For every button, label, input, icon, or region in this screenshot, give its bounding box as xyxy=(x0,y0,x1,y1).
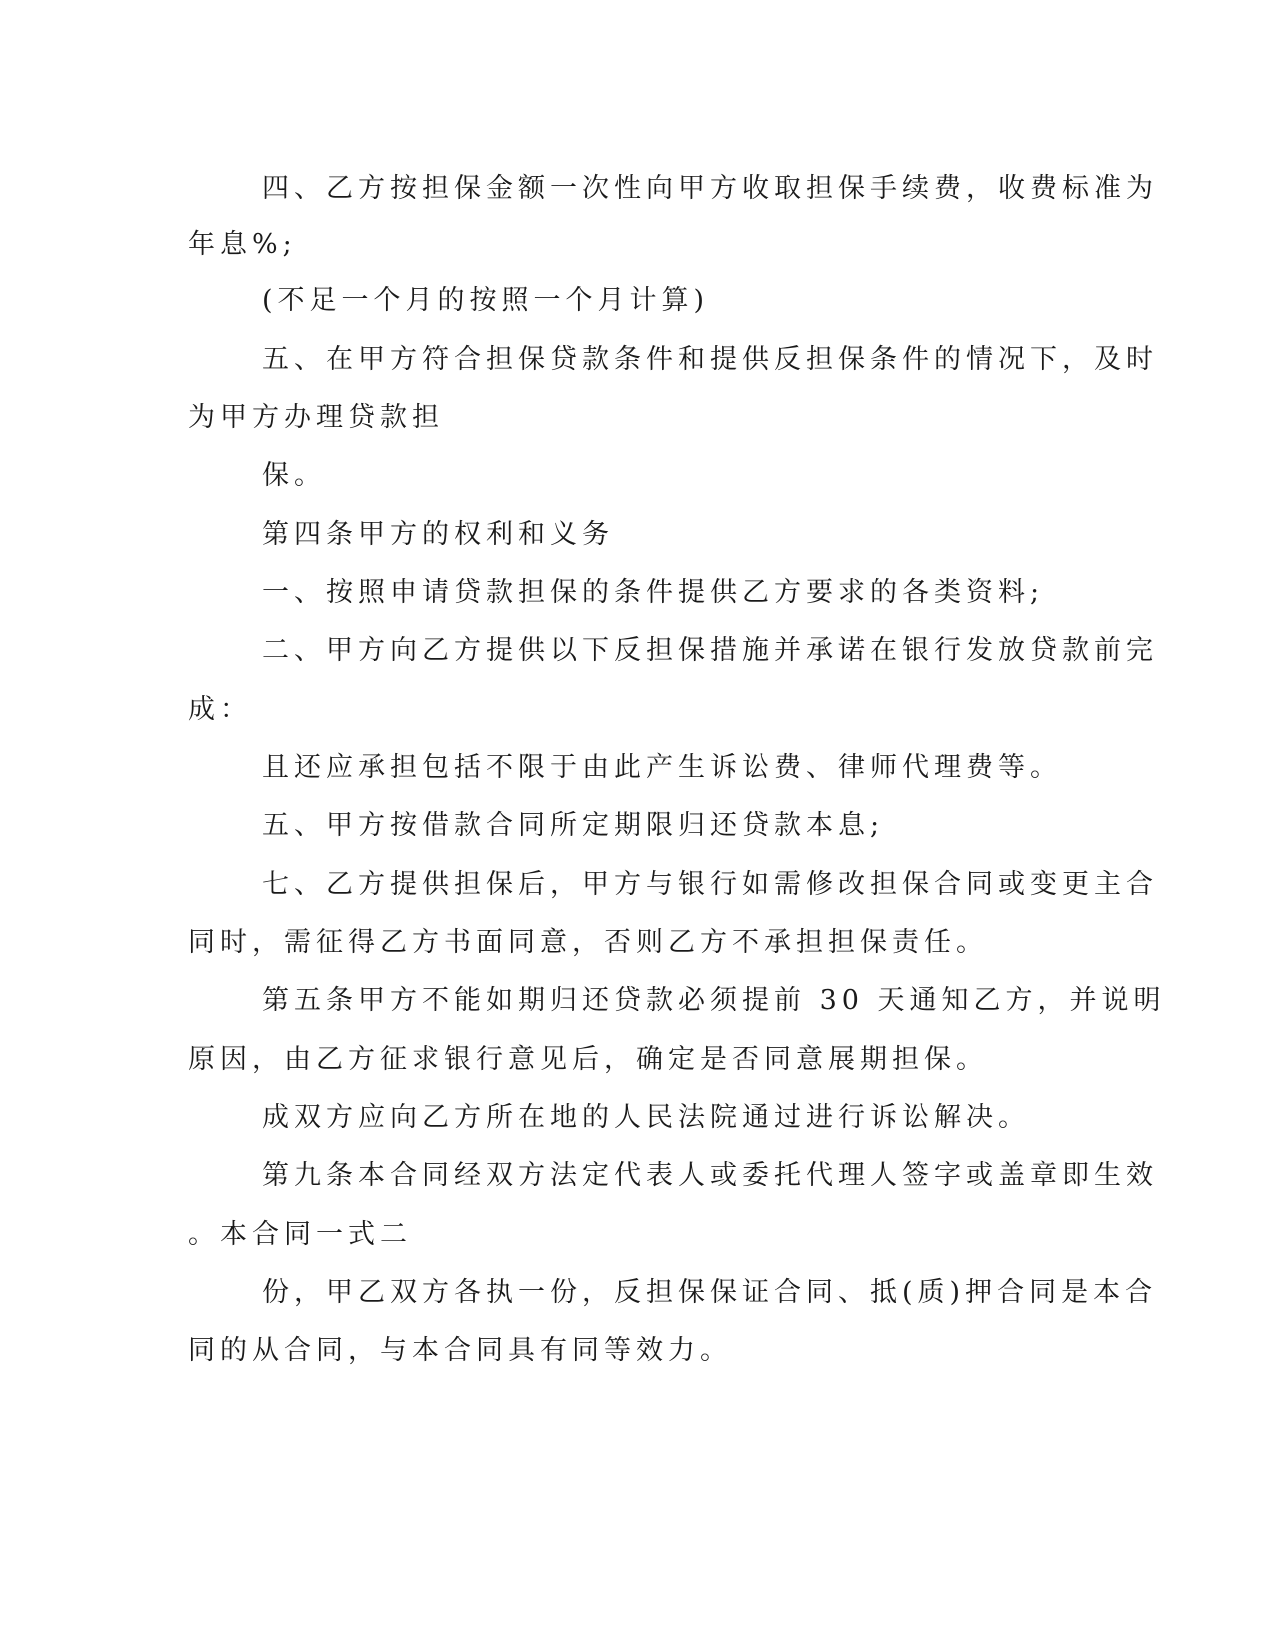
paragraph-line: 且还应承担包括不限于由此产生诉讼费、律师代理费等。 xyxy=(262,752,1062,783)
paragraph-line: 四、乙方按担保金额一次性向甲方收取担保手续费，收费标准为 xyxy=(262,173,1158,204)
paragraph-line: 第九条本合同经双方法定代表人或委托代理人签字或盖章即生效 xyxy=(262,1160,1158,1191)
paragraph-line: 成双方应向乙方所在地的人民法院通过进行诉讼解决。 xyxy=(262,1102,1030,1133)
paragraph-line: 五、在甲方符合担保贷款条件和提供反担保条件的情况下，及时 xyxy=(262,344,1158,375)
paragraph-line: 五、甲方按借款合同所定期限归还贷款本息; xyxy=(262,810,885,841)
paragraph-line: 第五条甲方不能如期归还贷款必须提前 30 天通知乙方，并说明 xyxy=(262,985,1166,1016)
paragraph-line: 七、乙方提供担保后，甲方与银行如需修改担保合同或变更主合 xyxy=(262,869,1158,900)
paragraph-line: 二、甲方向乙方提供以下反担保措施并承诺在银行发放贷款前完 xyxy=(262,635,1158,666)
paragraph-line: 保。 xyxy=(262,460,326,491)
section-heading: 第四条甲方的权利和义务 xyxy=(262,519,614,550)
paragraph-line: 成： xyxy=(188,694,252,725)
paragraph-line: (不足一个月的按照一个月计算) xyxy=(262,285,710,316)
paragraph-line: 同时，需征得乙方书面同意，否则乙方不承担担保责任。 xyxy=(188,927,988,958)
paragraph-line: 原因，由乙方征求银行意见后，确定是否同意展期担保。 xyxy=(188,1044,988,1075)
paragraph-line: 份，甲乙双方各执一份，反担保保证合同、抵(质)押合同是本合 xyxy=(262,1277,1158,1308)
paragraph-line: 同的从合同，与本合同具有同等效力。 xyxy=(188,1335,732,1366)
paragraph-line: 一、按照申请贷款担保的条件提供乙方要求的各类资料; xyxy=(262,577,1045,608)
paragraph-line: 年息%; xyxy=(188,229,297,260)
paragraph-line: 为甲方办理贷款担 xyxy=(188,402,444,433)
paragraph-line: 。本合同一式二 xyxy=(188,1219,412,1250)
